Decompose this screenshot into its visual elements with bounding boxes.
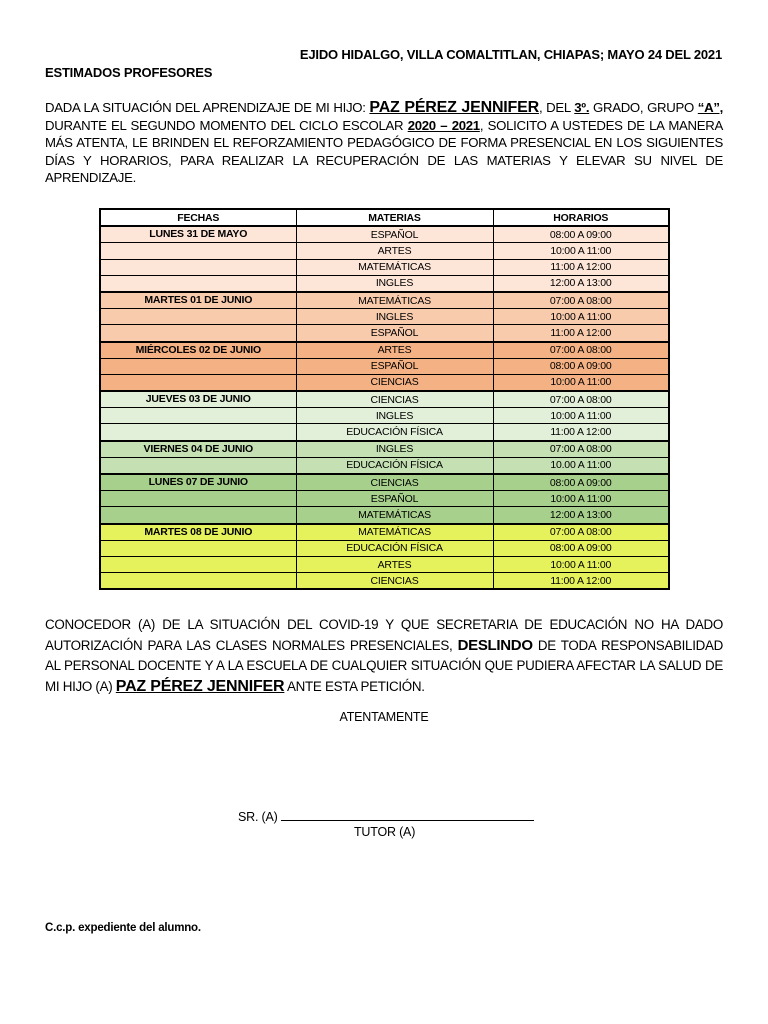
schedule-subject-cell: CIENCIAS bbox=[296, 474, 493, 491]
schedule-row bbox=[100, 507, 669, 524]
schedule-subject-cell: MATEMÁTICAS bbox=[296, 507, 493, 524]
request-paragraph bbox=[45, 99, 723, 187]
schedule-date-cell bbox=[100, 408, 296, 424]
request-text-4: DURANTE EL SEGUNDO MOMENTO DEL CICLO ESCOLAR bbox=[45, 117, 408, 133]
schedule-subject-cell: INGLES bbox=[296, 275, 493, 292]
school-year: 2020 – 2021 bbox=[407, 117, 480, 133]
schedule-date-cell bbox=[100, 556, 296, 572]
schedule-row bbox=[100, 259, 669, 275]
schedule-header-row bbox=[100, 209, 669, 226]
schedule-subject-cell: CIENCIAS bbox=[296, 391, 493, 408]
schedule-row bbox=[100, 573, 669, 590]
schedule-time-cell: 10:00 A 11:00 bbox=[493, 491, 669, 507]
schedule-time-cell: 12:00 A 13:00 bbox=[493, 507, 669, 524]
schedule-subject-cell: CIENCIAS bbox=[296, 374, 493, 391]
schedule-row bbox=[100, 474, 669, 491]
schedule-subject-cell: INGLES bbox=[296, 441, 493, 458]
schedule-time-cell: 11:00 A 12:00 bbox=[493, 325, 669, 342]
schedule-row bbox=[100, 243, 669, 259]
schedule-row bbox=[100, 374, 669, 391]
tutor-label: TUTOR (A) bbox=[354, 825, 416, 839]
schedule-body bbox=[100, 226, 669, 589]
schedule-time-cell: 07:00 A 08:00 bbox=[493, 292, 669, 309]
schedule-date-cell bbox=[100, 309, 296, 325]
schedule-subject-cell: ARTES bbox=[296, 342, 493, 359]
schedule-time-cell: 07:00 A 08:00 bbox=[493, 391, 669, 408]
schedule-time-cell: 12:00 A 13:00 bbox=[493, 275, 669, 292]
schedule-row bbox=[100, 424, 669, 441]
schedule-time-cell: 10:00 A 11:00 bbox=[493, 374, 669, 391]
signoff: ATENTAMENTE bbox=[339, 710, 429, 724]
schedule-row bbox=[100, 309, 669, 325]
deslindo-word: DESLINDO bbox=[457, 636, 533, 654]
schedule-row bbox=[100, 491, 669, 507]
schedule-time-cell: 10:00 A 11:00 bbox=[493, 309, 669, 325]
schedule-subject-cell: MATEMÁTICAS bbox=[296, 524, 493, 541]
schedule-date-cell bbox=[100, 491, 296, 507]
schedule-subject-cell: EDUCACIÓN FÍSICA bbox=[296, 540, 493, 556]
schedule-time-cell: 08:00 A 09:00 bbox=[493, 540, 669, 556]
schedule-date-cell bbox=[100, 424, 296, 441]
group-value: “A”, bbox=[697, 100, 723, 115]
schedule-date-cell: LUNES 31 DE MAYO bbox=[100, 226, 296, 243]
schedule-row bbox=[100, 226, 669, 243]
schedule-date-cell: MARTES 01 DE JUNIO bbox=[100, 292, 296, 309]
grade-value: 3º. bbox=[574, 100, 590, 115]
schedule-row bbox=[100, 457, 669, 474]
disclaimer-text-3: ANTE ESTA PETICIÓN. bbox=[284, 678, 425, 694]
schedule-row bbox=[100, 556, 669, 572]
schedule-date-cell bbox=[100, 374, 296, 391]
schedule-date-cell bbox=[100, 507, 296, 524]
schedule-row bbox=[100, 292, 669, 309]
schedule-subject-cell: MATEMÁTICAS bbox=[296, 292, 493, 309]
student-name: PAZ PÉREZ JENNIFER bbox=[369, 99, 539, 116]
greeting: ESTIMADOS PROFESORES bbox=[45, 65, 213, 80]
schedule-row bbox=[100, 524, 669, 541]
schedule-date-cell: MIÉRCOLES 02 DE JUNIO bbox=[100, 342, 296, 359]
schedule-time-cell: 07:00 A 08:00 bbox=[493, 342, 669, 359]
schedule-subject-cell: CIENCIAS bbox=[296, 573, 493, 590]
schedule-date-cell bbox=[100, 275, 296, 292]
schedule-time-cell: 08:00 A 09:00 bbox=[493, 474, 669, 491]
schedule-subject-cell: ARTES bbox=[296, 243, 493, 259]
schedule-date-cell bbox=[100, 540, 296, 556]
schedule-row bbox=[100, 441, 669, 458]
schedule-date-cell bbox=[100, 259, 296, 275]
signature-line bbox=[238, 808, 534, 824]
schedule-subject-cell: MATEMÁTICAS bbox=[296, 259, 493, 275]
schedule-date-cell bbox=[100, 325, 296, 342]
schedule-date-cell: MARTES 08 DE JUNIO bbox=[100, 524, 296, 541]
schedule-time-cell: 11:00 A 12:00 bbox=[493, 424, 669, 441]
schedule-time-cell: 07:00 A 08:00 bbox=[493, 524, 669, 541]
schedule-row bbox=[100, 275, 669, 292]
schedule-subject-cell: EDUCACIÓN FÍSICA bbox=[296, 424, 493, 441]
request-text-2: , DEL bbox=[538, 100, 575, 115]
schedule-subject-cell: INGLES bbox=[296, 408, 493, 424]
schedule-subject-cell: ARTES bbox=[296, 556, 493, 572]
signature-blank bbox=[281, 808, 534, 821]
schedule-date-cell bbox=[100, 243, 296, 259]
request-text-3: GRADO, GRUPO bbox=[589, 100, 698, 115]
schedule-time-cell: 10:00 A 11:00 bbox=[493, 556, 669, 572]
header-materias: MATERIAS bbox=[296, 209, 493, 226]
schedule-time-cell: 10:00 A 11:00 bbox=[493, 243, 669, 259]
schedule-row bbox=[100, 342, 669, 359]
schedule-subject-cell: ESPAÑOL bbox=[296, 491, 493, 507]
schedule-date-cell: LUNES 07 DE JUNIO bbox=[100, 474, 296, 491]
disclaimer-text-2: DE TODA RESPONSABILIDAD AL PERSONAL DOCENTE Y A LA ESCUELA DE CUALQUIER SITUACIÓN QUE PUDIERA AFECTAR LA SALUD DE MI HIJO (A) bbox=[45, 637, 723, 694]
schedule-time-cell: 11:00 A 12:00 bbox=[493, 259, 669, 275]
schedule-subject-cell: ESPAÑOL bbox=[296, 226, 493, 243]
student-name-2: PAZ PÉREZ JENNIFER bbox=[115, 677, 285, 695]
schedule-subject-cell: EDUCACIÓN FÍSICA bbox=[296, 457, 493, 474]
schedule-table bbox=[99, 208, 670, 590]
schedule-subject-cell: ESPAÑOL bbox=[296, 325, 493, 342]
schedule-time-cell: 08:00 A 09:00 bbox=[493, 226, 669, 243]
schedule-time-cell: 07:00 A 08:00 bbox=[493, 441, 669, 458]
place-date-line: EJIDO HIDALGO, VILLA COMALTITLAN, CHIAPAS; MAYO 24 DEL 2021 bbox=[299, 47, 722, 62]
schedule-row bbox=[100, 325, 669, 342]
schedule-time-cell: 10:00 A 11:00 bbox=[493, 408, 669, 424]
disclaimer-paragraph bbox=[45, 615, 723, 697]
request-text-5: , SOLICITO A USTEDES DE LA MANERA MÁS ATENTA, LE BRINDEN EL REFORZAMIENTO PEDAGÓGICO DE FORMA PRESENCIAL EN LOS SIGUIENTES DÍAS Y HORARIOS, PARA REALIZAR LA RECUPERACIÓN DE LAS MATERIAS Y ELEVAR SU NIVEL DE APRENDIZAJE. bbox=[45, 117, 723, 185]
schedule-date-cell bbox=[100, 457, 296, 474]
schedule-date-cell bbox=[100, 573, 296, 590]
disclaimer-text-1: CONOCEDOR (A) DE LA SITUACIÓN DEL COVID-19 Y QUE SECRETARIA DE EDUCACIÓN NO HA DADO AUTORIZACIÓN PARA LAS CLASES NORMALES PRESENCIALES, bbox=[45, 617, 723, 653]
request-text-1: DADA LA SITUACIÓN DEL APRENDIZAJE DE MI HIJO: bbox=[45, 100, 370, 115]
signature-label: SR. (A) bbox=[238, 810, 278, 824]
header-horarios: HORARIOS bbox=[493, 209, 669, 226]
schedule-row bbox=[100, 358, 669, 374]
schedule-row bbox=[100, 391, 669, 408]
schedule-date-cell bbox=[100, 358, 296, 374]
schedule-date-cell: JUEVES 03 DE JUNIO bbox=[100, 391, 296, 408]
schedule-row bbox=[100, 408, 669, 424]
schedule-subject-cell: INGLES bbox=[296, 309, 493, 325]
schedule-time-cell: 10.00 A 11:00 bbox=[493, 457, 669, 474]
ccp-note: C.c.p. expediente del alumno. bbox=[45, 922, 201, 934]
header-fechas: FECHAS bbox=[100, 209, 296, 226]
schedule-time-cell: 08:00 A 09:00 bbox=[493, 358, 669, 374]
schedule-row bbox=[100, 540, 669, 556]
schedule-date-cell: VIERNES 04 DE JUNIO bbox=[100, 441, 296, 458]
schedule-subject-cell: ESPAÑOL bbox=[296, 358, 493, 374]
schedule-time-cell: 11:00 A 12:00 bbox=[493, 573, 669, 590]
